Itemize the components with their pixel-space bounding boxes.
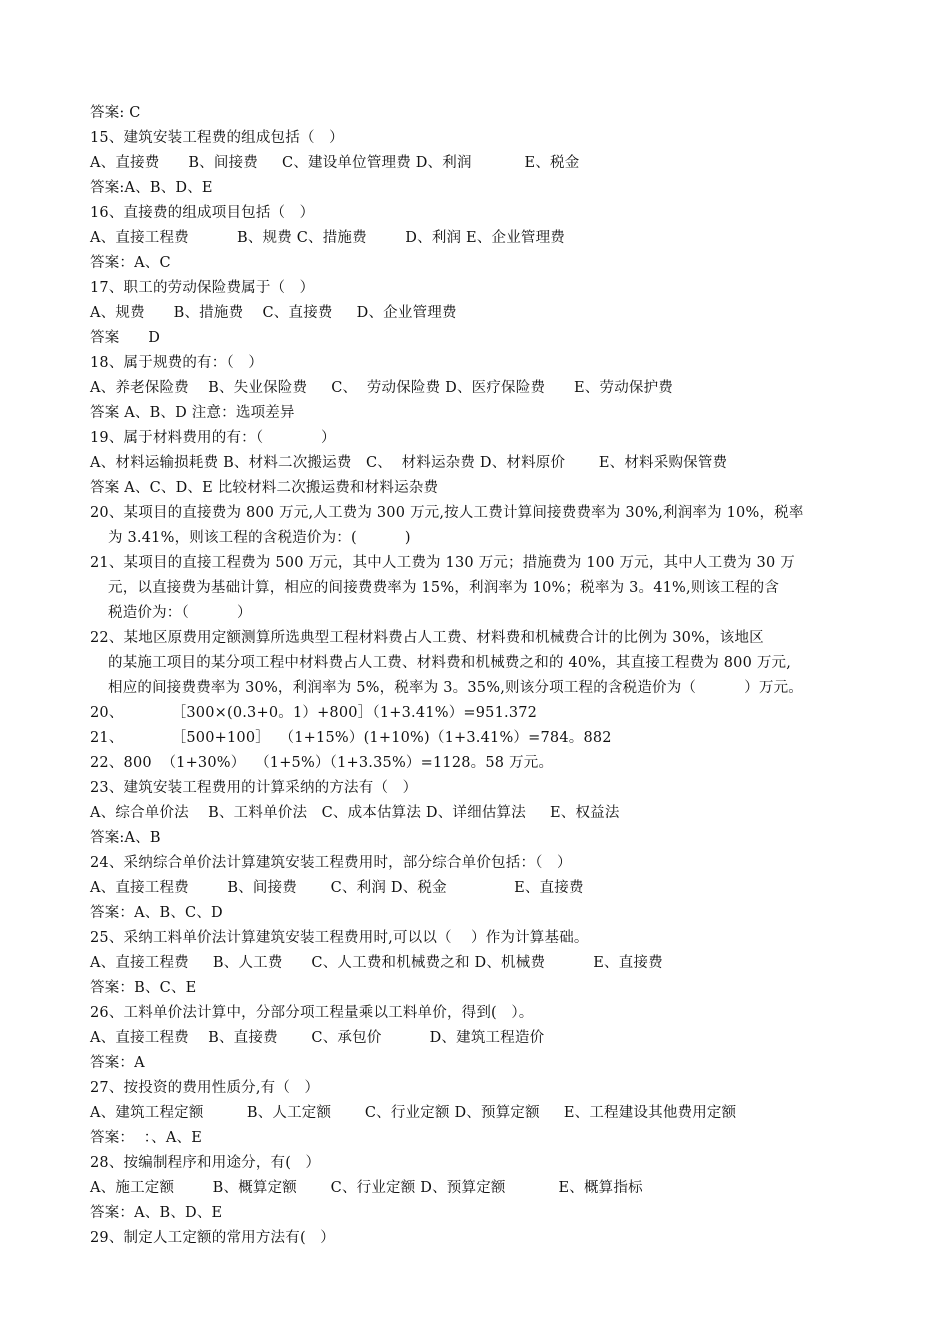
answer-line: 答案: C (90, 105, 141, 121)
question-24: 24、采纳综合单价法计算建筑安装工程费用时，部分综合单价包括：（ ） (90, 855, 572, 871)
question-21-line-2: 元，以直接费为基础计算，相应的间接费费率为 15%，利润率为 10%；税率为 3。41%,则该工程的含 (108, 580, 780, 596)
question-19: 19、属于材料费用的有：（ ） (90, 430, 336, 446)
question-26: 26、工料单价法计算中，分部分项工程量乘以工料单价，得到( ）。 (90, 1005, 534, 1021)
question-27: 27、按投资的费用性质分,有（ ） (90, 1080, 320, 1096)
question-20-line-1: 20、某项目的直接费为 800 万元,人工费为 300 万元,按人工费计算间接费费率为 30%,利润率为 10%，税率 (90, 505, 804, 521)
options-18: A、养老保险费 B、失业保险费 C、 劳动保险费 D、医疗保险费 E、劳动保护费 (90, 380, 673, 396)
options-25: A、直接工程费 B、人工费 C、人工费和机械费之和 D、机械费 E、直接费 (90, 955, 663, 971)
question-15: 15、建筑安装工程费的组成包括（ ） (90, 130, 344, 146)
answer-19: 答案 A、C、D、E 比较材料二次搬运费和材料运杂费 (90, 480, 439, 496)
answer-27: 答案： ：、A、E (90, 1130, 203, 1146)
answer-25: 答案：B、C、E (90, 980, 197, 996)
question-22-line-3: 相应的间接费费率为 30%，利润率为 5%，税率为 3。35%,则该分项工程的含税造价为（ ）万元。 (108, 680, 804, 696)
question-23: 23、建筑安装工程费用的计算采纳的方法有（ ） (90, 780, 418, 796)
answer-24: 答案：A、B、C、D (90, 905, 223, 921)
options-27: A、建筑工程定额 B、人工定额 C、行业定额 D、预算定额 E、工程建设其他费用定额 (90, 1105, 737, 1121)
options-15: A、直接费 B、间接费 C、建设单位管理费 D、利润 E、税金 (90, 155, 580, 171)
question-21-line-1: 21、某项目的直接工程费为 500 万元，其中人工费为 130 万元；措施费为 100 万元，其中人工费为 30 万 (90, 555, 795, 571)
question-18: 18、属于规费的有：（ ） (90, 355, 264, 371)
question-17: 17、职工的劳动保险费属于（ ） (90, 280, 315, 296)
options-16: A、直接工程费 B、规费 C、措施费 D、利润 E、企业管理费 (90, 230, 566, 246)
solution-21: 21、 ［500+100］ （1+15%）(1+10%)（1+3.41%）=784。882 (90, 730, 612, 746)
answer-28: 答案：A、B、D、E (90, 1205, 223, 1221)
answer-23: 答案:A、B (90, 830, 161, 846)
solution-20: 20、 ［300×(0.3+0。1）+800］（1+3.41%）=951.372 (90, 705, 538, 721)
answer-15: 答案:A、B、D、E (90, 180, 213, 196)
answer-18: 答案 A、B、D 注意：选项差异 (90, 405, 295, 421)
options-17: A、规费 B、措施费 C、直接费 D、企业管理费 (90, 305, 457, 321)
question-22-line-2: 的某施工项目的某分项工程中材料费占人工费、材料费和机械费之和的 40%，其直接工程费为 800 万元, (108, 655, 792, 671)
document-page (90, 101, 880, 1251)
options-24: A、直接工程费 B、间接费 C、利润 D、税金 E、直接费 (90, 880, 584, 896)
question-20-line-2: 为 3.41%，则该工程的含税造价为：( ) (108, 530, 411, 546)
question-22-line-1: 22、某地区原费用定额测算所选典型工程材料费占人工费、材料费和机械费合计的比例为 30%，该地区 (90, 630, 764, 646)
question-21-line-3: 税造价为：（ ） (108, 605, 252, 621)
question-16: 16、直接费的组成项目包括（ ） (90, 205, 315, 221)
options-23: A、综合单价法 B、工料单价法 C、成本估算法 D、详细估算法 E、权益法 (90, 805, 620, 821)
question-28: 28、按编制程序和用途分，有( ） (90, 1155, 321, 1171)
answer-26: 答案：A (90, 1055, 145, 1071)
answer-16: 答案：A、C (90, 255, 171, 271)
options-19: A、材料运输损耗费 B、材料二次搬运费 C、 材料运杂费 D、材料原价 E、材料采购保管费 (90, 455, 728, 471)
options-28: A、施工定额 B、概算定额 C、行业定额 D、预算定额 E、概算指标 (90, 1180, 643, 1196)
options-26: A、直接工程费 B、直接费 C、承包价 D、建筑工程造价 (90, 1030, 545, 1046)
solution-22: 22、800 （1+30%） （1+5%）（1+3.35%）=1128。58 万元。 (90, 755, 554, 771)
question-29: 29、制定人工定额的常用方法有( ） (90, 1230, 335, 1246)
question-25: 25、采纳工料单价法计算建筑安装工程费用时,可以以（ ）作为计算基础。 (90, 930, 589, 946)
answer-17: 答案 D (90, 330, 161, 346)
